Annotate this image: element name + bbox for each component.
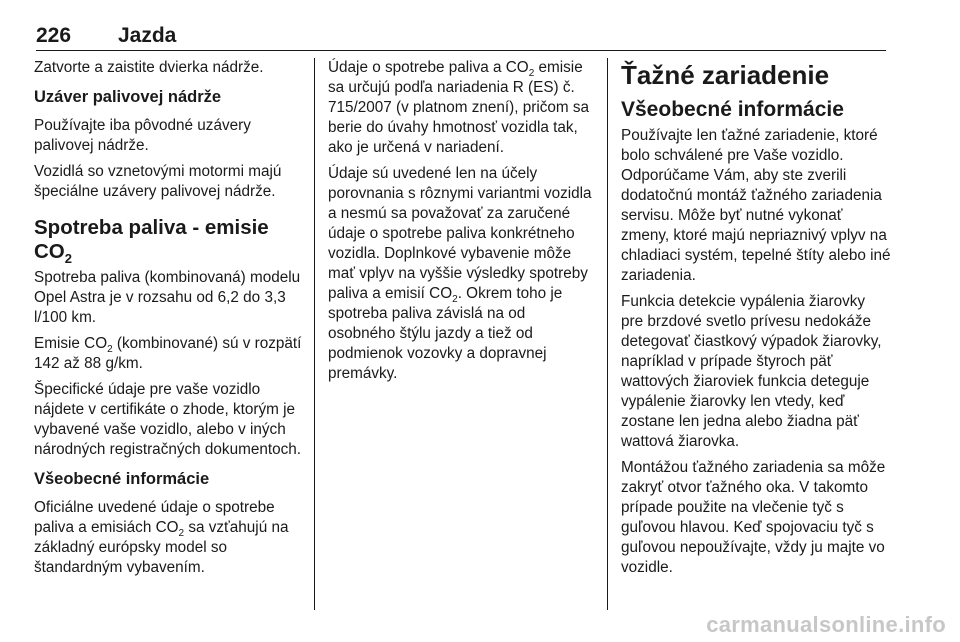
heading-fuel-consumption-text: Spotreba paliva - emisie CO [34,216,269,263]
paragraph-general [34,498,302,578]
paragraph-consumption-1: Spotreba paliva (kombinovaná) modelu Opel Astra je v rozsahu od 6,2 do 3,3 l/100 km. [34,269,301,326]
heading-fuel-cap: Uzáver palivovej nádrže [34,88,222,106]
column-1 [34,58,302,584]
subscript: 2 [452,294,458,306]
text-part: Oficiálne uvedené údaje o spotrebe paliva a emisiách CO [34,499,275,536]
column-divider-2 [607,58,608,610]
heading-general-info: Všeobecné informácie [34,470,210,488]
paragraph-towing-3: Montážou ťažného zariadenia sa môže zakryť otvor ťažného oka. V takomto prípade použite na vlečenie tyč s guľovou hlavou. Keď spojovaciu tyč s guľovou nepoužívajte, vždy ju majte vo vozidle. [621,459,886,576]
subscript: 2 [178,528,185,540]
paragraph-cap-1: Používajte iba pôvodné uzávery palivovej nádrže. [34,117,251,154]
text-part: (kombinované) sú v rozpätí 142 až 88 g/km. [34,335,302,372]
paragraph-cap-2: Vozidlá so vznetovými motormi majú špeciálne uzávery palivovej nádrže. [34,163,282,200]
chapter-title: Jazda [118,24,177,47]
column-2 [328,58,596,390]
text-part: Emisie CO [34,335,108,352]
paragraph-towing-1: Používajte len ťažné zariadenie, ktoré bolo schválené pre Vaše vozidlo. Odporúčame Vám, aby ste zverili dodatočnú montáž ťažného zariadenia servisu. Môže byť nutné vykonať zmeny, ktoré majú nepriaznivý vplyv na chladiaci systém, tepelné štíty alebo iné zariadenia. [621,127,891,284]
text-part: . Okrem toho je spotreba paliva závislá na od osobného štýlu jazdy a tiež od podmienok vozovky a dopravnej premávky. [328,285,563,382]
text-part: emisie sa určujú podľa nariadenia R (ES) č. 715/2007 (v platnom znení), pričom sa berie do úvahy hmotnosť vozidla tak, ako je určená v nariadení. [328,59,590,156]
paragraph-regulation [328,58,596,158]
paragraph-close-door: Zatvorte a zaistite dvierka nádrže. [34,59,264,76]
heading-towing-device: Ťažné zariadenie [621,60,830,90]
column-3 [621,58,891,584]
subscript: 2 [107,344,113,356]
heading-general-info-towing: Všeobecné informácie [621,98,844,121]
text-part: Údaje sú uvedené len na účely porovnania s rôznymi variantmi vozidla a nesmú sa považovať za zaručené údaje o spotrebe paliva konkrétneho vozidla. Doplnkové vybavenie môže mať vplyv na vyššie výsledky spotreby paliva a emisií CO [328,165,592,302]
subscript: 2 [64,251,72,267]
heading-fuel-consumption [34,216,302,267]
paragraph-consumption-2 [34,334,302,374]
page-number: 226 [36,24,72,47]
subscript: 2 [528,68,535,80]
page-header [36,20,886,51]
watermark: carmanualsonline.info [706,612,946,637]
paragraph-comparison [328,164,596,384]
text-part: sa vzťahujú na základný európsky model so štandardným vybavením. [34,519,289,576]
paragraph-consumption-3: Špecifické údaje pre vaše vozidlo nájdete v certifikáte o zhode, ktorým je vybavené vaše vozidlo, alebo v iných národných registračných dokumentoch. [34,381,301,458]
paragraph-towing-2: Funkcia detekcie vypálenia žiarovky pre brzdové svetlo prívesu nedokáže detegovať čiastkový výpadok žiarovky, napríklad v prípade štyroch päť wattových žiaroviek funkcia deteguje vypálenie žiarovky len vtedy, keď zostane len jedna alebo žiadna päť wattová žiarovka. [621,293,882,450]
text-part: Údaje o spotrebe paliva a CO [328,59,529,76]
column-divider-1 [314,58,315,610]
